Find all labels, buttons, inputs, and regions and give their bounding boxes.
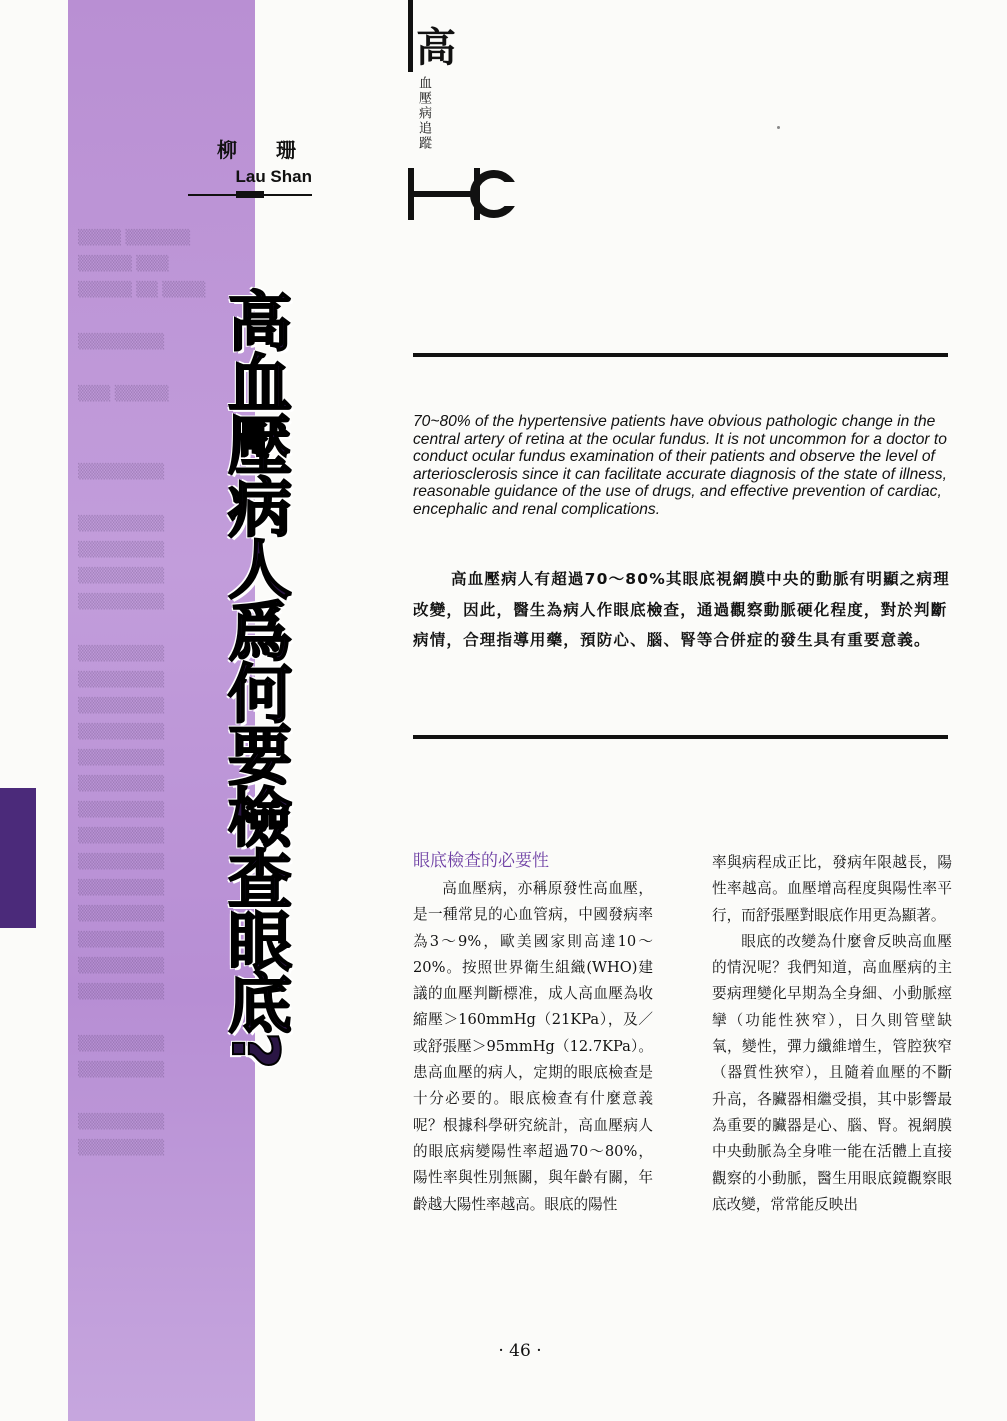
top-divider	[413, 353, 948, 357]
author-byline	[188, 134, 312, 187]
author-rule-mark	[236, 191, 264, 198]
author-name-english: Lau Shan	[235, 167, 312, 186]
series-label: 血壓病追蹤	[416, 76, 431, 151]
series-character: 高	[416, 25, 456, 71]
edge-color-tab	[0, 788, 36, 928]
body-column-1	[413, 850, 653, 1218]
article-title: 高血壓病人爲何要檢查眼底?	[217, 288, 291, 1068]
body-paragraph: 高血壓病，亦稱原發性高血壓，是一種常見的心血管病，中國發病率為3～9%，歐美國家則高達10～20%。按照世界衛生組織(WHO)建議的血壓判斷標准，成人高血壓為收縮壓＞160mmHg（21KPa），及／或舒張壓＞95mmHg（12.7KPa）。患高血壓的病人，定期的眼底檢查是十分必要的。眼底檢查有什麼意義呢？根據科學研究統計，高血壓病人的眼底病變陽性率超過70～80%，陽性率與性別無關，與年齡有關，年齡越大陽性率越高。眼底的陽性	[413, 880, 653, 1213]
body-paragraph: 率與病程成正比，發病年限越長，陽性率越高。血壓增高程度與陽性率平行，而舒張壓對眼底作用更為顯著。	[712, 854, 952, 924]
body-column-2	[712, 850, 952, 1218]
english-abstract: 70~80% of the hypertensive patients have obvious pathologic change in the central artery of retina at the ocular fundus. It is not uncommon for a doctor to conduct ocular fundus examination of their patients and observe the level of arteriosclerosis since it can facilitate accurate diagnosis of the state of illness, reasonable guidance of the use of drugs, and effective prevention of cardiac, encephalic and renal complications.	[413, 413, 947, 518]
bottom-divider	[413, 735, 948, 739]
author-name-chinese: 柳 珊	[217, 138, 312, 162]
show-through-text: ▒▒▒▒ ▒▒▒▒▒▒ ▒▒▒▒▒ ▒▒▒ ▒▒▒▒▒ ▒▒ ▒▒▒▒ ▒▒▒▒▒▒▒▒ ▒▒▒ ▒▒▒▒▒ ▒▒▒▒▒▒▒▒ ▒▒▒▒▒▒▒▒ ▒▒▒▒▒▒▒▒ ▒▒▒▒▒▒▒▒ ▒▒▒▒▒▒▒▒ ▒▒▒▒▒▒▒▒ ▒▒▒▒▒▒▒▒ ▒▒▒▒▒▒▒▒ ▒▒▒▒▒▒▒▒ ▒▒▒▒▒▒▒▒ ▒▒▒▒▒▒▒▒ ▒▒▒▒▒▒▒▒ ▒▒▒▒▒▒▒▒ ▒▒▒▒▒▒▒▒ ▒▒▒▒▒▒▒▒ ▒▒▒▒▒▒▒▒ ▒▒▒▒▒▒▒▒ ▒▒▒▒▒▒▒▒ ▒▒▒▒▒▒▒▒ ▒▒▒▒▒▒▒▒ ▒▒▒▒▒▒▒▒ ▒▒▒▒▒▒▒▒ ▒▒▒▒▒▒▒▒	[78, 230, 206, 1156]
page-number: · 46 ·	[498, 1341, 542, 1361]
body-paragraph: 眼底的改變為什麼會反映高血壓的情況呢？我們知道，高血壓病的主要病理變化早期為全身細、小動脈痙攣（功能性狹窄），日久則管壁缺氧，變性，彈力纖維增生，管腔狹窄（器質性狹窄），且隨着血壓的不斷升高，各臟器相繼受損，其中影響最為重要的臟器是心、腦、腎。視網膜中央動脈為全身唯一能在活體上直接觀察的小動脈，醫生用眼底鏡觀察眼底改變，常常能反映出	[712, 932, 952, 1213]
chinese-abstract: 高血壓病人有超過70～80%其眼底視網膜中央的動脈有明顯之病理改變，因此，醫生為病人作眼底檢查，通過觀察動脈硬化程度，對於判斷病情，合理指導用藥，預防心、腦、腎等合併症的發生具有重要意義。	[413, 570, 950, 649]
hc-logo-icon	[408, 168, 518, 220]
section-heading: 眼底檢查的必要性	[413, 851, 549, 871]
print-speck	[777, 126, 780, 129]
series-marker-bar	[408, 0, 413, 72]
